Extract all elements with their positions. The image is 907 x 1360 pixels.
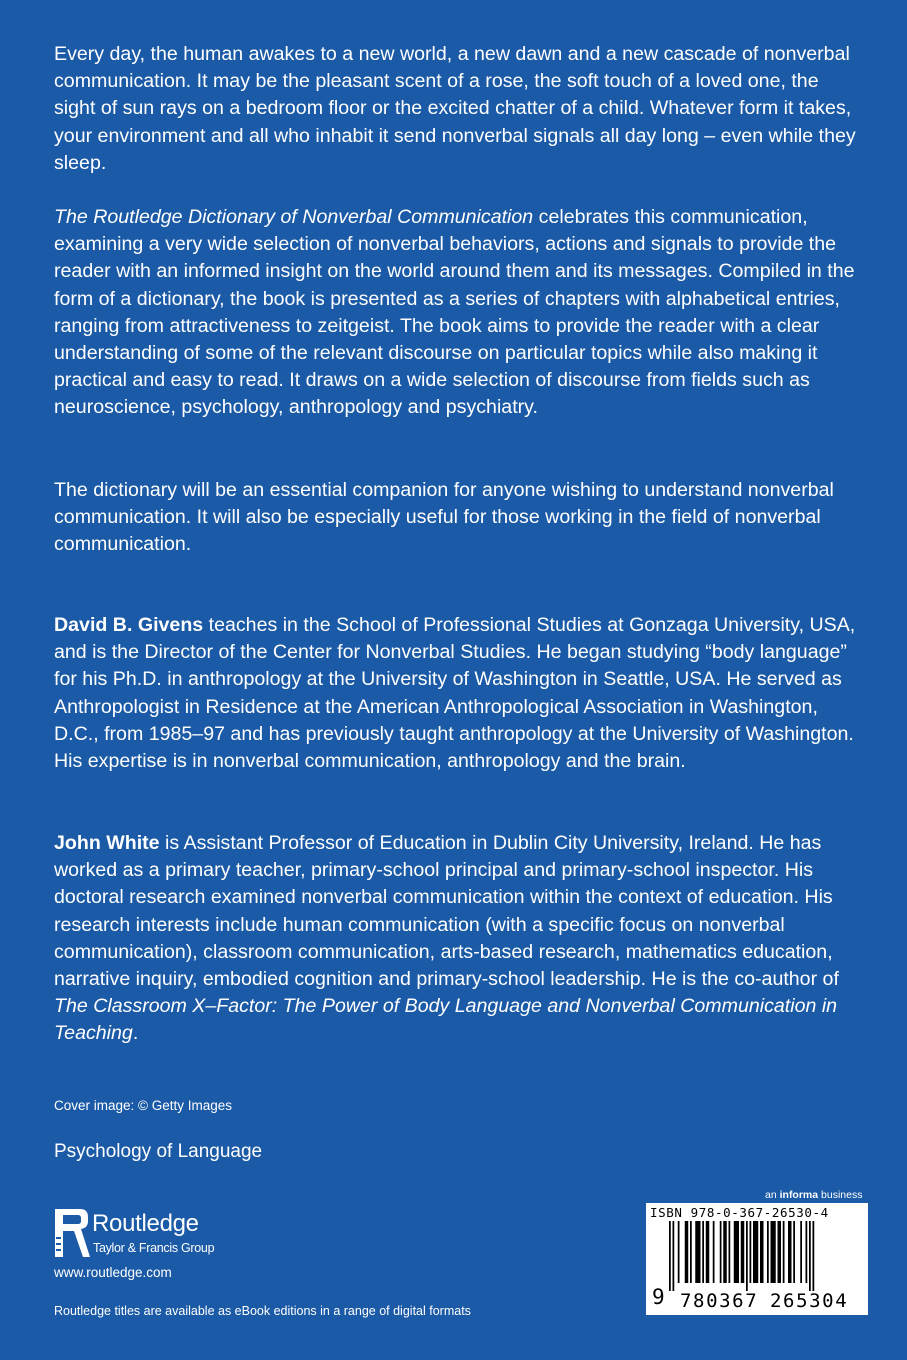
- cover-image-credit: Cover image: © Getty Images: [54, 1098, 233, 1113]
- book-title: The Routledge Dictionary of Nonverbal Communication: [54, 206, 534, 228]
- barcode-bar: [734, 1221, 739, 1283]
- barcode-bar: [746, 1221, 748, 1291]
- informa-prefix: an: [765, 1189, 777, 1201]
- barcode-bar: [760, 1221, 764, 1283]
- coauthored-book-title: The Classroom X–Factor: The Power of Body Language and Nonverbal Communication in Teaching: [54, 995, 838, 1045]
- barcode-bar: [729, 1221, 731, 1283]
- author-bio-white: [54, 830, 864, 1048]
- blurb-paragraph-1: Every day, the human awakes to a new world, a new dawn and a new cascade of nonverbal communication. It may be the pleasant scent of a rose, the soft touch of a loved one, the sight of sun rays on a bedroom floor or the excited chatter of a child. Whatever form it takes, your environment and all who inhabit it send nonverbal signals all day long – even while they sleep.: [54, 43, 856, 174]
- barcode-bar: [741, 1221, 745, 1283]
- barcode-bar: [678, 1221, 680, 1283]
- publisher-group: Taylor & Francis Group: [93, 1241, 215, 1255]
- barcode-bars: [669, 1221, 864, 1291]
- author-bio-givens: [54, 612, 864, 775]
- informa-business-label: [765, 1189, 862, 1201]
- barcode-bar: [806, 1221, 808, 1283]
- barcode-bar: [783, 1221, 785, 1283]
- barcode-bar: [713, 1221, 715, 1283]
- barcode-bar: [809, 1221, 811, 1291]
- barcode-digits-right: 265304: [770, 1290, 849, 1312]
- barcode-bar: [706, 1221, 710, 1283]
- barcode-bar: [788, 1221, 792, 1283]
- blurb-paragraph-2: [54, 204, 864, 422]
- informa-suffix: business: [818, 1189, 863, 1201]
- author-bio-text: teaches in the School of Professional Studies at Gonzaga University, USA, and is the Director of the Center for Nonverbal Studies. He began studying “body language” for his Ph.D. in anthropology at the University of Washington in Seattle, USA. He served as Anthropologist in Residence at the American Anthropological Association in Washington, D.C., from 1985–97 and has previously taught anthropology at the University of Washington. His expertise is in nonverbal communication, anthropology and the brain.: [54, 614, 856, 773]
- publisher-url[interactable]: www.routledge.com: [54, 1265, 172, 1280]
- barcode-bar: [669, 1221, 671, 1291]
- barcode-bar: [720, 1221, 722, 1283]
- author-name: David B. Givens: [54, 614, 204, 636]
- barcode-digits-left: 780367: [680, 1290, 759, 1312]
- blurb-paragraph-2-text: celebrates this communication, examining a very wide selection of nonverbal behaviors, actions and signals to provide the reader with an informed insight on the world around them and its messages. Compiled in the form of a dictionary, the book is presented as a series of chapters with alphabetical entries, ranging from attractiveness to zeitgeist. The book aims to provide the reader with a clear understanding of some of the relevant discourse on particular topics while also making it practical and easy to read. It draws on a wide selection of discourse from fields such as neuroscience, psychology, anthropology and psychiatry.: [54, 206, 855, 419]
- author-bio-end: .: [132, 1022, 139, 1045]
- blurb-paragraph-3: The dictionary will be an essential companion for anyone wishing to understand nonverbal communication. It will also be especially useful for those working in the field of nonverbal communication.: [54, 479, 834, 556]
- barcode-bar: [771, 1221, 776, 1283]
- publisher-name: Routledge: [92, 1210, 199, 1237]
- author-name: John White: [54, 832, 160, 854]
- barcode-bar: [753, 1221, 758, 1283]
- barcode-bar: [750, 1221, 752, 1283]
- barcode-bar: [673, 1221, 675, 1291]
- barcode-bar: [702, 1221, 704, 1283]
- barcode-bar: [778, 1221, 782, 1283]
- barcode-bar: [690, 1221, 692, 1283]
- barcode-bar: [695, 1221, 700, 1283]
- author-bio-text: is Assistant Professor of Education in Dublin City University, Ireland. He has worked as a primary teacher, primary-school principal and primary-school inspector. His doctoral research examined nonverbal communication within the context of education. His research interests include human communication (with a specific focus on nonverbal communication), classroom communication, arts-based research, mathematics education, narrative inquiry, embodied cognition and primary-school leadership. He is the co-author of: [54, 832, 839, 991]
- barcode-bar: [767, 1221, 769, 1283]
- subject-category: Psychology of Language: [54, 1141, 263, 1162]
- isbn-label: ISBN 978-0-367-26530-4: [650, 1205, 829, 1220]
- barcode-bar: [793, 1221, 795, 1283]
- barcode-bar: [723, 1221, 727, 1283]
- barcode-bar: [800, 1221, 802, 1283]
- isbn-barcode: [646, 1203, 868, 1315]
- informa-brand: informa: [779, 1189, 819, 1201]
- barcode-bar: [685, 1221, 689, 1283]
- ebook-note: Routledge titles are available as eBook editions in a range of digital formats: [54, 1304, 471, 1318]
- barcode-bar: [813, 1221, 815, 1291]
- barcode-digit-first: 9: [652, 1285, 665, 1309]
